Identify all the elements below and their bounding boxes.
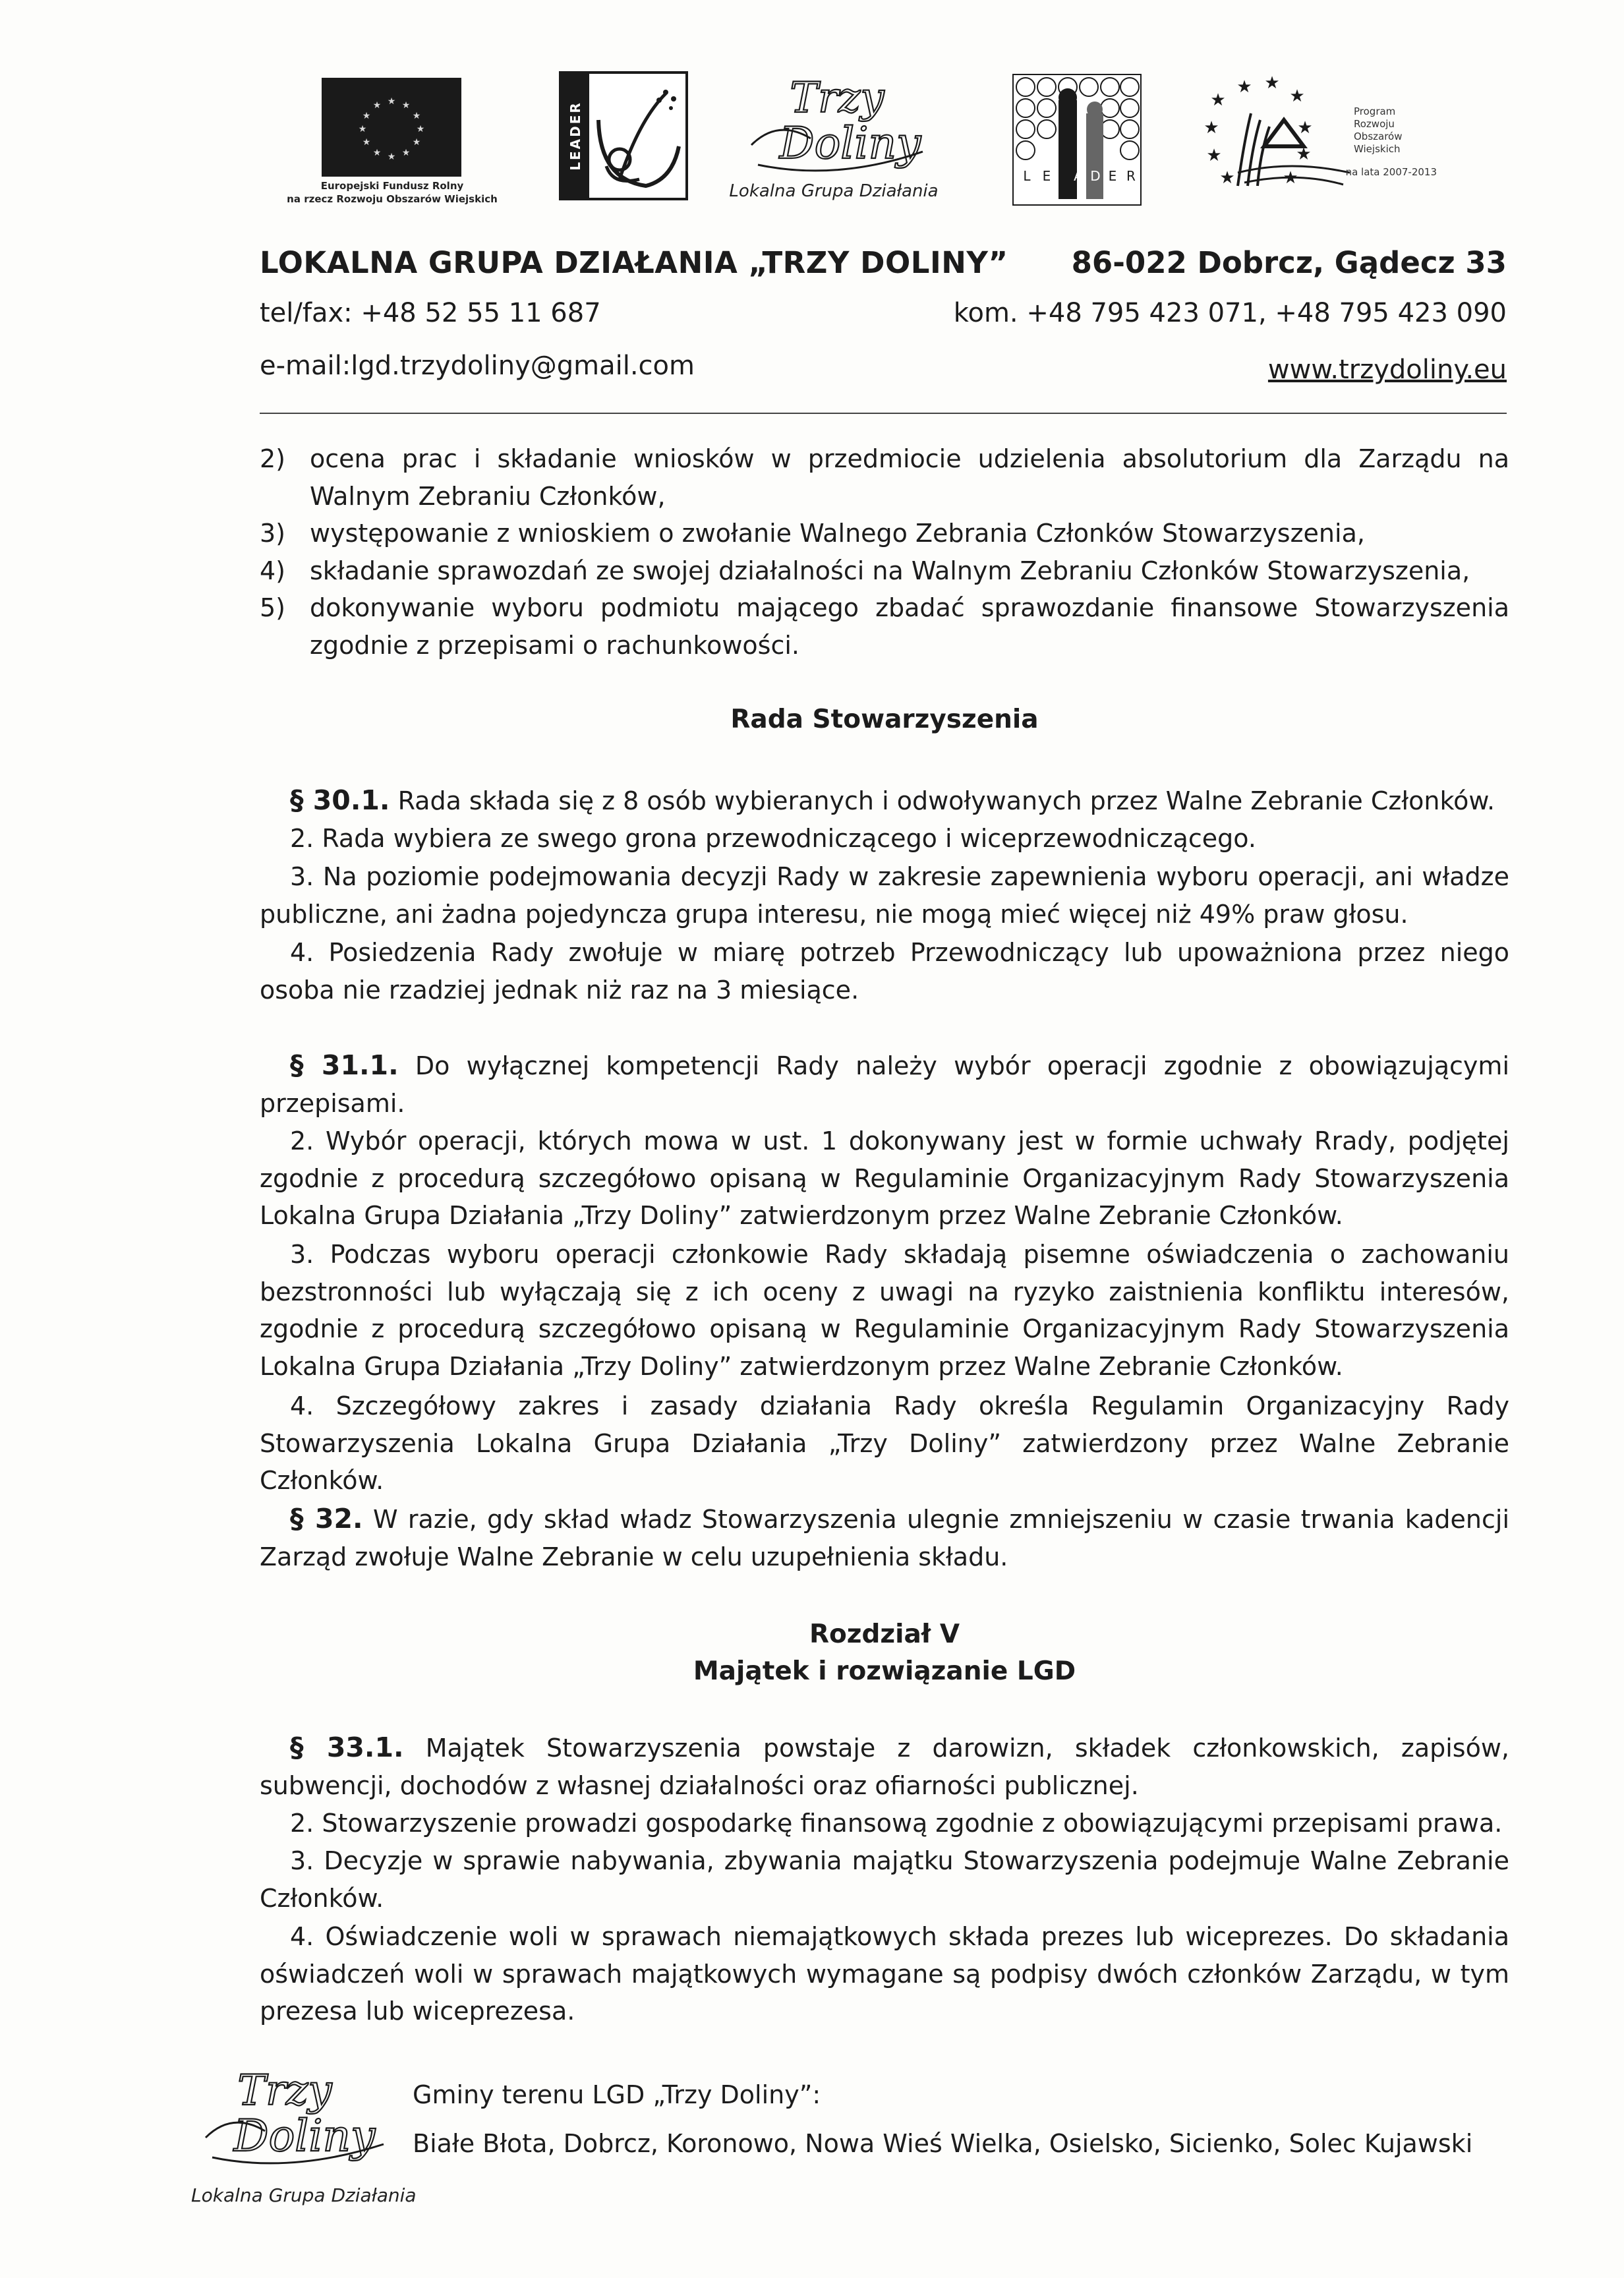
- paragraph-32-text: W razie, gdy skład władz Stowarzyszenia ulegnie zmniejszeniu w czasie trwania kadencji Zarząd zwołuje Walne Zebranie w celu uzupełnienia składu.: [260, 1505, 1509, 1571]
- list-item-number: 4): [260, 556, 286, 585]
- footer-logo-word1: Trzy: [237, 2066, 332, 2115]
- svg-text:★: ★: [412, 137, 421, 148]
- svg-text:★: ★: [362, 111, 371, 121]
- svg-text:★: ★: [1204, 118, 1219, 138]
- prow-years: na lata 2007-2013: [1345, 166, 1437, 178]
- svg-text:★: ★: [401, 148, 411, 158]
- leader-grid-letter-r: R: [1126, 168, 1136, 184]
- paragraph-32: [260, 1500, 1509, 1575]
- eu-stars-icon: [322, 78, 461, 177]
- leader-grid-letter-d: D: [1090, 168, 1101, 184]
- svg-text:★: ★: [1264, 74, 1280, 93]
- paragraph-33-1-text: Majątek Stowarzyszenia powstaje z darowizn, składek członkowskich, zapisów, subwencji, dochodów z własnej działalności oraz ofiarności publicznej.: [260, 1734, 1509, 1800]
- email-address: e-mail:lgd.trzydoliny@gmail.com: [260, 351, 695, 381]
- paragraph-30-1: [260, 782, 1509, 820]
- trzy-doliny-logo-icon: [738, 66, 929, 185]
- prow-logo: [1192, 74, 1370, 206]
- eu-caption-line1: Europejski Fundusz Rolny: [320, 180, 464, 192]
- svg-text:★: ★: [1289, 86, 1305, 106]
- footer-logo-word2: Doliny: [233, 2111, 376, 2161]
- leader-grid-letter-l: L: [1023, 168, 1031, 184]
- svg-text:★: ★: [1283, 168, 1298, 188]
- paragraph-31-label: § 31.1.: [290, 1049, 399, 1081]
- prow-text-line2: Rozwoju: [1354, 118, 1395, 130]
- paragraph-30-label: § 30.1.: [290, 784, 390, 816]
- eu-fund-caption: [277, 179, 508, 206]
- footer-logo-caption: Lokalna Grupa Działania: [191, 2184, 417, 2206]
- svg-text:★: ★: [1236, 77, 1252, 97]
- footer-gminy-label: Gminy terenu LGD „Trzy Doliny”:: [413, 2080, 821, 2109]
- organization-name: LOKALNA GRUPA DZIAŁANIA „TRZY DOLINY”: [260, 245, 1008, 280]
- telephone-fax: tel/fax: +48 52 55 11 687: [260, 298, 601, 328]
- paragraph-33-1: [260, 1729, 1509, 1804]
- eu-caption-line2: na rzecz Rozwoju Obszarów Wiejskich: [287, 193, 498, 205]
- list-item-number: 3): [260, 519, 286, 548]
- leader-grid-icon: [1012, 74, 1142, 206]
- mobile-numbers: kom. +48 795 423 071, +48 795 423 090: [953, 298, 1507, 328]
- svg-text:★: ★: [362, 137, 371, 148]
- list-item: [260, 440, 1509, 515]
- list-item-number: 5): [260, 593, 286, 622]
- prow-text-line4: Wiejskich: [1354, 143, 1401, 155]
- prow-text-line3: Obszarów: [1354, 131, 1403, 142]
- paragraph-30-3: 3. Na poziomie podejmowania decyzji Rady w zakresie zapewnienia wyboru operacji, ani władze publiczne, ani żadna pojedyncza grupa interesu, nie mogą mieć więcej niż 49% praw głosu.: [260, 862, 1509, 929]
- paragraph-31-4: 4. Szczegółowy zakres i zasady działania Rady określa Regulamin Organizacyjny Rady Stowarzyszenia Lokalna Grupa Działania „Trzy Doliny” zatwierdzony przez Walne Zebranie Członków.: [260, 1391, 1509, 1495]
- list-item-text: składanie sprawozdań ze swojej działalności na Walnym Zebraniu Członków Stowarzyszenia,: [310, 556, 1470, 585]
- footer-lgd-logo: [199, 2055, 390, 2180]
- svg-text:★: ★: [1219, 168, 1235, 188]
- lgd-logo-word2: Doliny: [779, 118, 921, 169]
- paragraph-33-3: 3. Decyzje w sprawie nabywania, zbywania majątku Stowarzyszenia podejmuje Walne Zebranie Członków.: [260, 1846, 1509, 1913]
- list-item: [260, 552, 1509, 590]
- list-item: [260, 515, 1509, 552]
- paragraph-33-4: 4. Oświadczenie woli w sprawach niemajątkowych składa prezes lub wiceprezes. Do składania oświadczeń woli w sprawach majątkowych wymagane są podpisy dwóch członków Zarządu, w tym prezesa lub wiceprezesa.: [260, 1922, 1509, 2026]
- footer-trzy-doliny-logo-icon: [199, 2055, 390, 2180]
- rada-duties-list: [260, 440, 1509, 664]
- footer-gminy-list: Białe Błota, Dobrcz, Koronowo, Nowa Wieś Wielka, Osielsko, Sicienko, Solec Kujawski: [413, 2129, 1473, 2158]
- leader-grid-letter-e2: E: [1108, 168, 1117, 184]
- chapter-subtitle: Majątek i rozwiązanie LGD: [693, 1656, 1076, 1686]
- list-item-text: ocena prac i składanie wniosków w przedmiocie udzielenia absolutorium dla Zarządu na Walnym Zebraniu Członków,: [310, 444, 1509, 511]
- leader-vertical-text: LEADER: [567, 101, 583, 171]
- chapter-title: Rozdział V: [809, 1620, 960, 1649]
- list-item-text: występowanie z wnioskiem o zwołanie Walnego Zebrania Członków Stowarzyszenia,: [310, 519, 1365, 548]
- paragraph-31-3: 3. Podczas wyboru operacji członkowie Rady składają pisemne oświadczenia o zachowaniu bezstronności lub wyłączają się z ich oceny z uwagi na ryzyko zaistnienia konfliktu interesów, zgodnie z procedurą szczegółowo opisaną w Regulaminie Organizacyjnym Rady Stowarzyszenia Lokalna Grupa Działania „Trzy Doliny” zatwierdzonym przez Walne Zebranie Członków.: [260, 1240, 1509, 1381]
- svg-text:★: ★: [416, 124, 425, 134]
- prow-stars-icon: [1192, 74, 1370, 206]
- paragraph-30-2: 2. Rada wybiera ze swego grona przewodniczącego i wiceprzewodniczącego.: [290, 824, 1256, 853]
- list-item-number: 2): [260, 444, 286, 473]
- prow-program-text: [1354, 105, 1453, 156]
- svg-text:★: ★: [1206, 146, 1222, 165]
- paragraph-33-2: 2. Stowarzyszenie prowadzi gospodarkę finansową zgodnie z obowiązującymi przepisami prawa.: [290, 1809, 1503, 1838]
- paragraph-33-label: § 33.1.: [290, 1732, 404, 1763]
- paragraph-30-4: 4. Posiedzenia Rady zwołuje w miarę potrzeb Przewodniczący lub upoważniona przez niego osoba nie rzadziej jednak niż raz na 3 miesiące.: [260, 938, 1509, 1005]
- section-heading-rada: Rada Stowarzyszenia: [730, 705, 1039, 734]
- svg-text:★: ★: [372, 148, 382, 158]
- svg-text:★: ★: [1210, 90, 1226, 110]
- svg-text:★: ★: [1296, 144, 1312, 164]
- paragraph-31-1: [260, 1047, 1509, 1122]
- leader-flower-icon: [593, 80, 684, 192]
- paragraph-30-1-text: Rada składa się z 8 osób wybieranych i odwoływanych przez Walne Zebranie Członków.: [390, 786, 1495, 815]
- paragraph-31-2: 2. Wybór operacji, których mowa w ust. 1 dokonywany jest w formie uchwały Rrady, podjętej zgodnie z procedurą szczegółowo opisaną w Regulaminie Organizacyjnym Rady Stowarzyszenia Lokalna Grupa Działania „Trzy Doliny” zatwierdzonym przez Walne Zebranie Członków.: [260, 1126, 1509, 1230]
- organization-address: 86-022 Dobrcz, Gądecz 33: [1071, 245, 1507, 280]
- eu-flag-logo: [322, 78, 461, 177]
- leader-logo: [559, 71, 688, 200]
- leader-grid-letter-e1: E: [1042, 168, 1051, 184]
- paragraph-31-1-text: Do wyłącznej kompetencji Rady należy wybór operacji zgodnie z obowiązującymi przepisami.: [260, 1051, 1509, 1118]
- svg-text:★: ★: [372, 100, 382, 111]
- leader-axis-logo: [1012, 74, 1142, 206]
- svg-text:★: ★: [387, 96, 396, 107]
- svg-text:★: ★: [401, 100, 411, 111]
- header-divider: [260, 413, 1507, 414]
- svg-text:★: ★: [387, 152, 396, 162]
- leader-grid-letter-a: A: [1074, 168, 1083, 184]
- paragraph-32-label: § 32.: [290, 1503, 363, 1534]
- svg-text:★: ★: [1297, 118, 1313, 138]
- svg-text:★: ★: [412, 111, 421, 121]
- lgd-logo-caption: Lokalna Grupa Działania: [729, 181, 939, 201]
- lgd-trzy-doliny-logo: [738, 66, 929, 185]
- list-item: [260, 589, 1509, 664]
- website-link[interactable]: www.trzydoliny.eu: [1267, 355, 1507, 385]
- prow-text-line1: Program: [1354, 105, 1396, 117]
- svg-text:★: ★: [358, 124, 367, 134]
- lgd-logo-word1: Trzy: [790, 74, 884, 123]
- list-item-text: dokonywanie wyboru podmiotu mającego zbadać sprawozdanie finansowe Stowarzyszenia zgodnie z przepisami o rachunkowości.: [310, 593, 1509, 660]
